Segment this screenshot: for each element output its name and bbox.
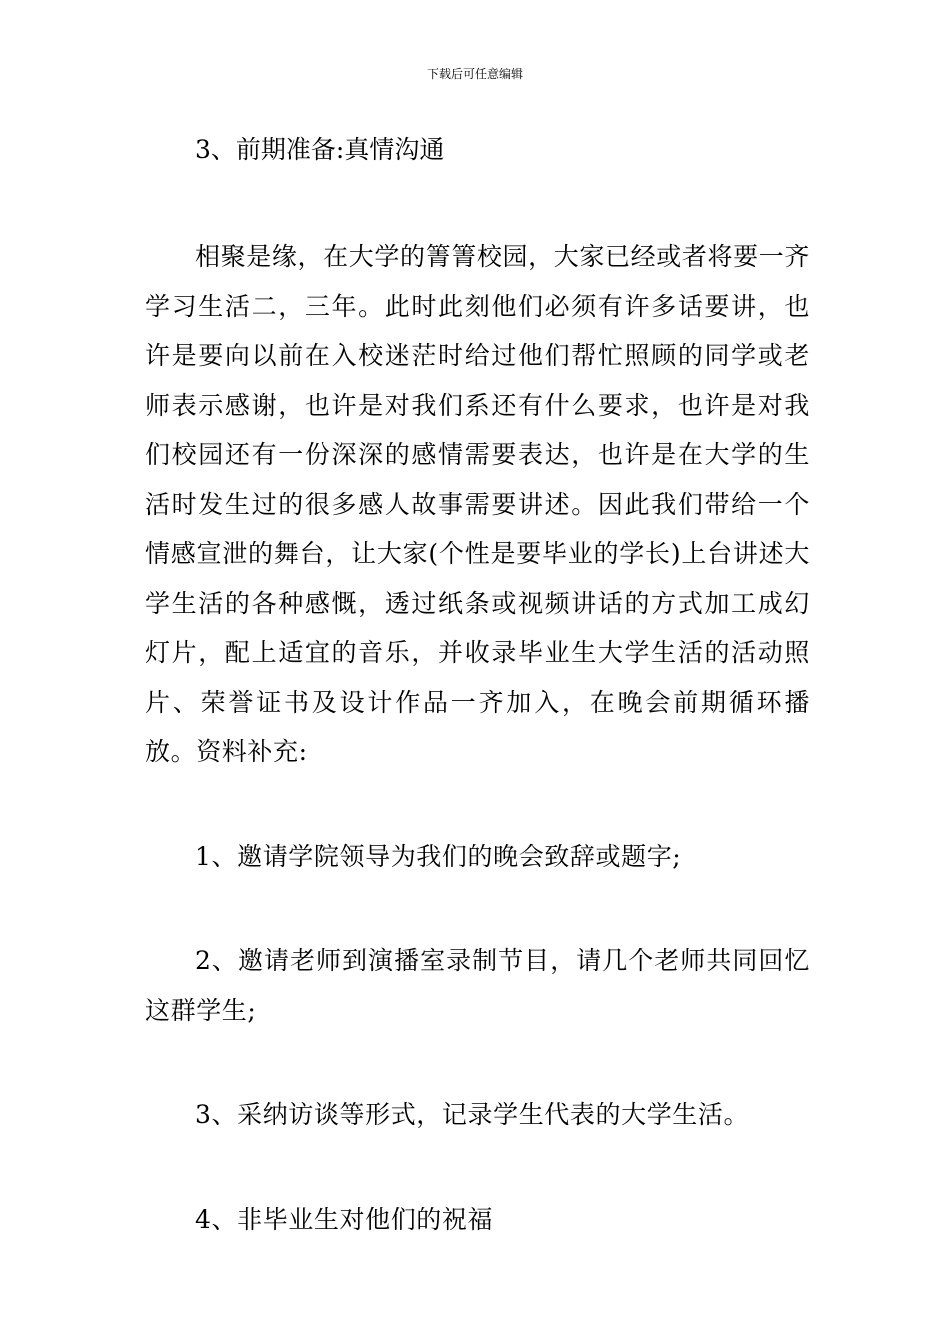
list-item-3: 3、采纳访谈等形式，记录学生代表的大学生活。: [195, 1100, 750, 1129]
list-item-2: 2、邀请老师到演播室录制节目，请几个老师共同回忆这群学生;: [145, 946, 810, 1025]
body-paragraph: 相聚是缘，在大学的箐箐校园，大家已经或者将要一齐学习生活二，三年。此时此刻他们必须有许多话要讲，也许是要向以前在入校迷茫时给过他们帮忙照顾的同学或老师表示感谢，也许是对我们系还有什么要求，也许是对我们校园还有一份深深的感情需要表达，也许是在大学的生活时发生过的很多感人故事需要讲述。因此我们带给一个情感宣泄的舞台，让大家(个性是要毕业的学长)上台讲述大学生活的各种感慨，透过纸条或视频讲话的方式加工成幻灯片，配上适宜的音乐，并收录毕业生大学生活的活动照片、荣誉证书及设计作品一齐加入，在晚会前期循环播放。资料补充:: [145, 242, 810, 766]
spacer: [145, 881, 810, 936]
spacer: [145, 777, 810, 832]
spacer: [145, 172, 810, 227]
list-item-1: 1、邀请学院领导为我们的晚会致辞或题字;: [195, 841, 682, 871]
header-note: 下载后可任意编辑: [426, 67, 523, 81]
spacer: [145, 1035, 810, 1090]
spacer: [145, 1140, 810, 1195]
document-body: [145, 128, 810, 1244]
list-item-4: 4、非毕业生对他们的祝福: [195, 1204, 494, 1234]
section-heading: 3、前期准备:真情沟通: [195, 135, 445, 164]
